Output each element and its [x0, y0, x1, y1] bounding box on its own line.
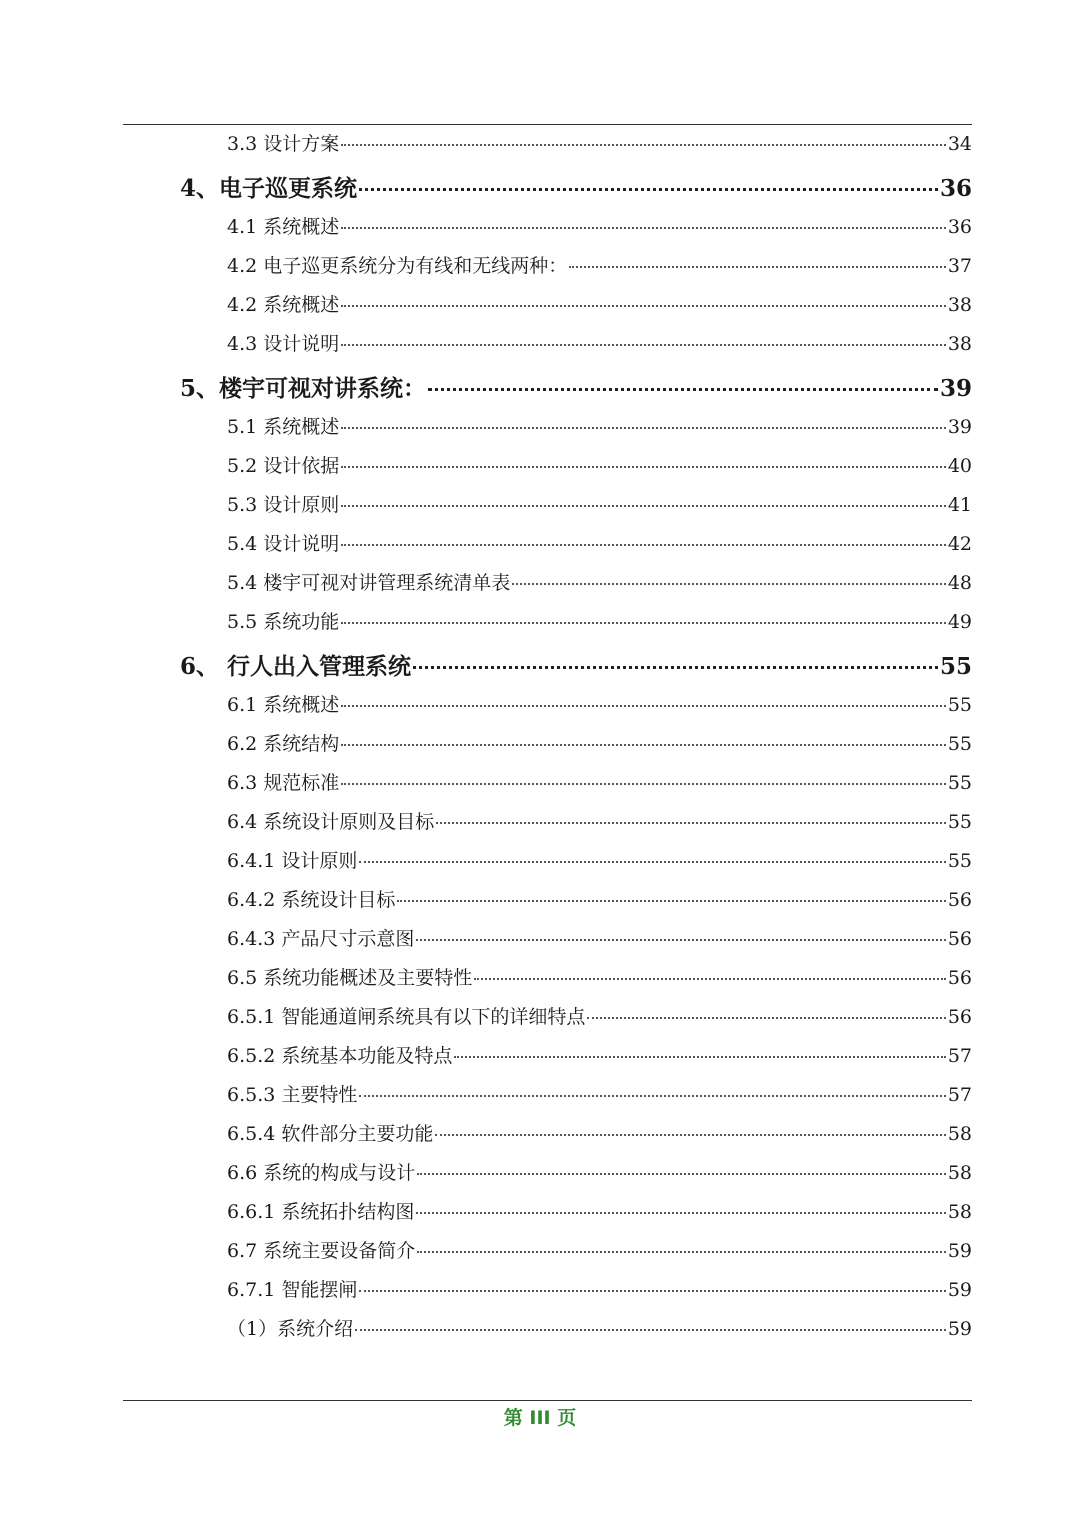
- toc-dot-leader: [355, 1329, 946, 1331]
- toc-entry-page-number: 56: [947, 928, 972, 950]
- toc-entry-page-number: 41: [947, 494, 972, 516]
- toc-entry-title: 6.5.4 软件部分主要功能: [227, 1123, 434, 1145]
- toc-entry-title: 6.4.1 设计原则: [227, 850, 358, 872]
- toc-entry-page-number: 34: [947, 133, 972, 155]
- toc-chapter-entry[interactable]: [180, 370, 972, 400]
- toc-entry-title: 5.4 设计说明: [227, 533, 340, 555]
- toc-dot-leader: [359, 861, 945, 863]
- toc-entry-page-number: 56: [947, 1006, 972, 1028]
- toc-section-entry[interactable]: [227, 690, 972, 720]
- toc-section-entry[interactable]: [227, 607, 972, 637]
- toc-entry-title: 4.2 系统概述: [227, 294, 340, 316]
- toc-dot-leader: [416, 939, 945, 941]
- toc-section-entry[interactable]: [227, 885, 972, 915]
- toc-entry-title: 6.6 系统的构成与设计: [227, 1162, 416, 1184]
- toc-section-entry[interactable]: [227, 768, 972, 798]
- toc-entry-page-number: 38: [947, 294, 972, 316]
- toc-entry-page-number: 49: [947, 611, 972, 633]
- toc-entry-title: 6、 行人出入管理系统: [180, 653, 412, 680]
- toc-section-entry[interactable]: [227, 1041, 972, 1071]
- toc-section-entry[interactable]: [227, 129, 972, 159]
- toc-entry-page-number: 59: [947, 1279, 972, 1301]
- toc-dot-leader: [359, 188, 938, 191]
- toc-section-entry[interactable]: [227, 1275, 972, 1305]
- toc-entry-title: 6.7.1 智能摆闸: [227, 1279, 358, 1301]
- toc-entry-title: 4.3 设计说明: [227, 333, 340, 355]
- toc-entry-page-number: 58: [947, 1162, 972, 1184]
- toc-entry-page-number: 39: [939, 375, 972, 402]
- toc-entry-title: 6.4 系统设计原则及目标: [227, 811, 435, 833]
- toc-section-entry[interactable]: [227, 329, 972, 359]
- toc-dot-leader: [359, 1095, 945, 1097]
- toc-entry-page-number: 58: [947, 1201, 972, 1223]
- toc-section-entry[interactable]: [227, 451, 972, 481]
- toc-dot-leader: [341, 544, 946, 546]
- toc-entry-page-number: 55: [947, 733, 972, 755]
- toc-entry-title: 6.7 系统主要设备简介: [227, 1240, 416, 1262]
- toc-entry-title: 5.5 系统功能: [227, 611, 340, 633]
- toc-entry-title: 5.2 设计依据: [227, 455, 340, 477]
- toc-section-entry[interactable]: [227, 807, 972, 837]
- toc-entry-title: 5.4 楼宇可视对讲管理系统清单表: [227, 572, 511, 594]
- toc-dot-leader: [512, 583, 946, 585]
- toc-dot-leader: [454, 1056, 945, 1058]
- toc-dot-leader: [341, 344, 946, 346]
- toc-dot-leader: [359, 1290, 945, 1292]
- toc-dot-leader: [341, 705, 946, 707]
- toc-section-entry[interactable]: [227, 251, 972, 281]
- toc-entry-page-number: 59: [947, 1240, 972, 1262]
- toc-entry-page-number: 55: [947, 694, 972, 716]
- toc-chapter-entry[interactable]: [180, 648, 972, 678]
- toc-dot-leader: [397, 900, 945, 902]
- header-rule: [123, 124, 972, 125]
- toc-dot-leader: [416, 1212, 945, 1214]
- toc-entry-title: 6.5.1 智能通道闸系统具有以下的详细特点: [227, 1006, 586, 1028]
- toc-entry-title: 4、电子巡更系统: [180, 175, 358, 202]
- toc-section-entry[interactable]: [227, 490, 972, 520]
- toc-dot-leader: [413, 666, 938, 669]
- toc-entry-page-number: 48: [947, 572, 972, 594]
- toc-dot-leader: [341, 144, 946, 146]
- toc-entry-title: 6.1 系统概述: [227, 694, 340, 716]
- toc-entry-title: 5.3 设计原则: [227, 494, 340, 516]
- toc-section-entry[interactable]: [227, 212, 972, 242]
- toc-entry-title: 6.6.1 系统拓扑结构图: [227, 1201, 415, 1223]
- toc-entry-page-number: 55: [947, 772, 972, 794]
- toc-section-entry[interactable]: [227, 1158, 972, 1188]
- toc-dot-leader: [417, 1173, 946, 1175]
- toc-dot-leader: [341, 783, 946, 785]
- toc-entry-page-number: 37: [947, 255, 972, 277]
- toc-entry-title: 6.4.2 系统设计目标: [227, 889, 396, 911]
- footer-rule: [123, 1400, 972, 1401]
- toc-entry-title: 6.4.3 产品尺寸示意图: [227, 928, 415, 950]
- toc-entry-page-number: 36: [947, 216, 972, 238]
- toc-section-entry[interactable]: [227, 568, 972, 598]
- toc-dot-leader: [587, 1017, 945, 1019]
- toc-section-entry[interactable]: [227, 1314, 972, 1344]
- toc-entry-page-number: 55: [947, 811, 972, 833]
- toc-section-entry[interactable]: [227, 1119, 972, 1149]
- toc-section-entry[interactable]: [227, 1197, 972, 1227]
- toc-entry-title: 6.5.3 主要特性: [227, 1084, 358, 1106]
- toc-dot-leader: [428, 388, 938, 391]
- toc-entry-page-number: 56: [947, 967, 972, 989]
- toc-entry-page-number: 39: [947, 416, 972, 438]
- toc-entry-title: （1）系统介绍: [227, 1318, 354, 1340]
- toc-entry-title: 4.2 电子巡更系统分为有线和无线两种：: [227, 255, 568, 277]
- toc-dot-leader: [341, 305, 946, 307]
- toc-entry-title: 6.2 系统结构: [227, 733, 340, 755]
- toc-entry-page-number: 36: [939, 175, 972, 202]
- toc-dot-leader: [341, 622, 946, 624]
- toc-entry-page-number: 59: [947, 1318, 972, 1340]
- toc-section-entry[interactable]: [227, 1080, 972, 1110]
- toc-section-entry[interactable]: [227, 963, 972, 993]
- toc-section-entry[interactable]: [227, 412, 972, 442]
- toc-entry-page-number: 42: [947, 533, 972, 555]
- toc-section-entry[interactable]: [227, 1002, 972, 1032]
- toc-entry-title: 5.1 系统概述: [227, 416, 340, 438]
- toc-dot-leader: [341, 744, 946, 746]
- toc-section-entry[interactable]: [227, 1236, 972, 1266]
- page-number-footer: 第 III 页: [503, 1407, 577, 1429]
- toc-entry-title: 6.5 系统功能概述及主要特性: [227, 967, 473, 989]
- toc-section-entry[interactable]: [227, 290, 972, 320]
- toc-entry-page-number: 57: [947, 1045, 972, 1067]
- toc-entry-page-number: 55: [947, 850, 972, 872]
- toc-dot-leader: [474, 978, 946, 980]
- toc-dot-leader: [341, 466, 946, 468]
- toc-entry-page-number: 40: [947, 455, 972, 477]
- toc-chapter-entry[interactable]: [180, 170, 972, 200]
- toc-dot-leader: [341, 427, 946, 429]
- toc-dot-leader: [435, 1134, 945, 1136]
- toc-entry-page-number: 56: [947, 889, 972, 911]
- toc-entry-page-number: 57: [947, 1084, 972, 1106]
- toc-section-entry[interactable]: [227, 924, 972, 954]
- toc-entry-title: 5、楼宇可视对讲系统：: [180, 375, 427, 402]
- toc-section-entry[interactable]: [227, 529, 972, 559]
- toc-dot-leader: [417, 1251, 946, 1253]
- toc-dot-leader: [569, 266, 946, 268]
- toc-entry-title: 4.1 系统概述: [227, 216, 340, 238]
- toc-section-entry[interactable]: [227, 846, 972, 876]
- toc-section-entry[interactable]: [227, 729, 972, 759]
- toc-entry-title: 6.5.2 系统基本功能及特点: [227, 1045, 453, 1067]
- toc-entry-page-number: 38: [947, 333, 972, 355]
- toc-dot-leader: [341, 505, 946, 507]
- toc-dot-leader: [436, 822, 946, 824]
- toc-entry-title: 3.3 设计方案: [227, 133, 340, 155]
- toc-entry-page-number: 55: [939, 653, 972, 680]
- toc-entry-page-number: 58: [947, 1123, 972, 1145]
- toc-dot-leader: [341, 227, 946, 229]
- toc-entry-title: 6.3 规范标准: [227, 772, 340, 794]
